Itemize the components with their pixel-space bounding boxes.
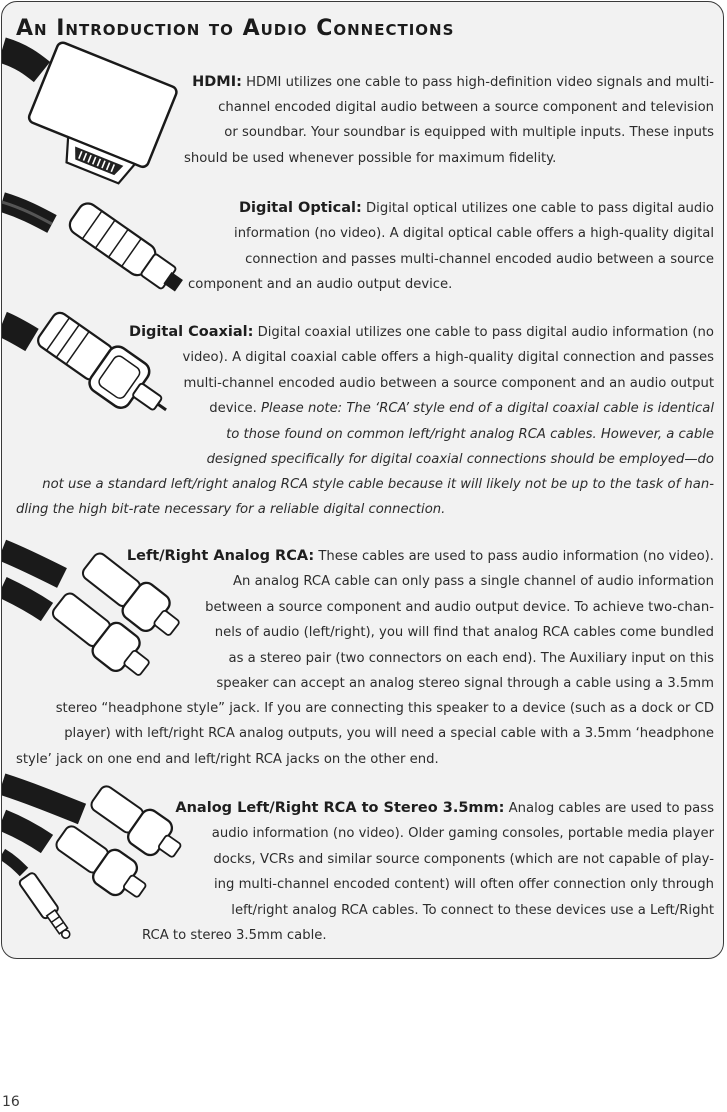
analog-rca-line: An analog RCA cable can only pass a single channel of audio information [233, 574, 714, 590]
hdmi-line: or soundbar. Your soundbar is equipped with multiple inputs. These inputs [224, 125, 714, 141]
stereo35-line: docks, VCRs and similar source components (which are not capable of play- [213, 851, 714, 867]
optical-label: Digital Optical: [238, 200, 362, 216]
coaxial-description [102, 320, 714, 472]
analog-rca-line: player) with left/right RCA analog outputs, you will need a special cable with a 3.5mm ‘headphone [64, 726, 714, 742]
coaxial-note-line: Please note: The ‘RCA’ style end of a digital coaxial cable is identical [260, 401, 714, 417]
analog-rca-description-full [16, 696, 714, 772]
analog-rca-line: nels of audio (left/right), you will find that analog RCA cables come bundled [214, 625, 714, 641]
analog-rca-line: stereo “headphone style” jack. If you are connecting this speaker to a device (such as a dock or CD [55, 701, 714, 716]
analog-rca-line: as a stereo pair (two connectors on each end). The Auxiliary input on this [228, 650, 714, 666]
stereo35-line: ing multi-channel encoded content) will often offer connection only through [213, 877, 714, 893]
coaxial-note-line: designed specifically for digital coaxial connections should be employed—do [206, 452, 714, 468]
optical-line: information (no video). A digital optical cable offers a high-quality digital [234, 226, 714, 242]
hdmi-label: HDMI: [192, 74, 242, 90]
page-number: 16 [2, 1094, 20, 1110]
coaxial-line: video). A digital coaxial cable offers a high-quality digital connection and passes [182, 350, 714, 366]
coaxial-line: Digital coaxial utilizes one cable to pass digital audio information (no [257, 325, 714, 340]
hdmi-description [152, 70, 714, 95]
coaxial-label: Digital Coaxial: [129, 324, 254, 340]
coaxial-note-line: to those found on common left/right analog RCA cables. However, a cable [226, 426, 714, 442]
analog-rca-description [120, 544, 714, 696]
stereo35-line: left/right analog RCA cables. To connect to these devices use a Left/Right [231, 902, 714, 918]
analog-rca-line: style’ jack on one end and left/right RCA jacks on the other end. [16, 751, 439, 767]
optical-description [148, 196, 714, 298]
hdmi-line: HDMI utilizes one cable to pass high-definition video signals and multi- [246, 75, 714, 90]
analog-rca-line: These cables are used to pass audio information (no video). [318, 549, 714, 564]
coaxial-note-line: not use a standard left/right analog RCA style cable because it will likely not be up to the task of han- [42, 477, 714, 492]
hdmi-line: should be used whenever possible for maximum fidelity. [184, 150, 557, 166]
hdmi-description-cont [170, 95, 714, 171]
coaxial-note-full [16, 472, 714, 523]
optical-line: connection and passes multi-channel encoded audio between a source [245, 251, 714, 267]
stereo35-line: RCA to stereo 3.5mm cable. [142, 928, 327, 944]
hdmi-line: channel encoded digital audio between a source component and television [218, 100, 714, 115]
coaxial-note-line: dling the high bit-rate necessary for a reliable digital connection. [16, 502, 446, 518]
optical-line: Digital optical utilizes one cable to pass digital audio [366, 201, 714, 216]
analog-rca-label: Left/Right Analog RCA: [126, 548, 315, 564]
stereo35-description [126, 796, 714, 948]
stereo35-label: Analog Left/Right RCA to Stereo 3.5mm: [175, 800, 505, 816]
page-heading: An Introduction to Audio Connections [16, 16, 455, 41]
stereo35-line: audio information (no video). Older gaming consoles, portable media player [211, 826, 714, 842]
coaxial-line: device. [209, 401, 257, 417]
analog-rca-line: between a source component and audio output device. To achieve two-chan- [205, 599, 714, 615]
stereo35-line: Analog cables are used to pass [508, 801, 714, 816]
content-panel [1, 1, 724, 959]
optical-line: component and an audio output device. [188, 277, 453, 293]
coaxial-line: multi-channel encoded audio between a source component and an audio output [183, 375, 714, 391]
analog-rca-line: speaker can accept an analog stereo signal through a cable using a 3.5mm [216, 676, 714, 692]
